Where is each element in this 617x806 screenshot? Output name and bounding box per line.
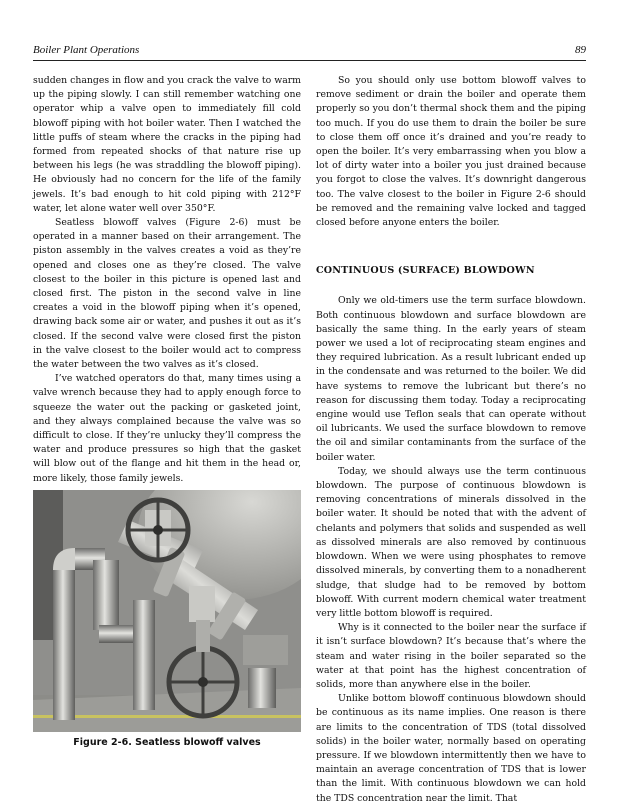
paragraph: Today, we should always use the term continuous blowdown. The purpose of continuous blowdown is removing concentrations of minerals dissolved in the boiler water. It should be noted that with the advent of chelants and polymers that solids and suspended as well as dissolved minerals are also removed by continuous blowdown. When we were using phosphates to remove dissolved minerals, by converting them to a nonadherent sludge, that sludge had to be removed by bottom blowoff. With current modern chemical water treatment very little bottom blowoff is required. [316,465,586,619]
paragraph: sudden changes in flow and you crack the valve to warm up the piping slowly. I can still remember watching one operator whip a valve open to immediately fill cold blowoff piping with hot boiler water. Then I watched the little puffs of steam where the cracks in the piping had formed from repeated shocks of that nature rise up between his legs (he was straddling the blowoff piping). He obviously had no concern for the life of the family jewels. It’s bad enough to hit cold piping with 212°F water, let alone water well over 350°F. [33,75,301,214]
paragraph: Seatless blowoff valves (Figure 2-6) must be operated in a manner based on their arrangement. The piston assembly in the valves creates a void as they’re opened and closes one as they’re closed. The valve closest to the boiler in this picture is opened last and closed first. The piston in the second valve in line creates a void in the blowoff piping when it’s opened, drawing back some air or water, and pushes it out as it’s closed. If the second valve were closed first the piston in the valve closest to the boiler would act to compress the water between the two valves as it’s closed. [33,217,301,371]
page-number: 89 [575,44,586,56]
paragraph: Only we old-timers use the term surface blowdown. Both continuous blowdown and surface blowdown are basically the same thing. In the early years of steam power we used a lot of reciprocating steam engines and they required lubrication. As a result lubricant ended up in the condensate and was returned to the boiler. We did have systems to remove the lubricant but there’s no reason for discussing them today. Today a reciprocating engine would use Teflon seals that can operate without oil lubricants. We used the surface blowdown to remove the oil and similar contaminants from the surface of the boiler water. [316,295,586,463]
paragraph: Unlike bottom blowoff continuous blowdown should be continuous as its name implies. One reason is there are limits to the concentration of TDS (total dissolved solids) in the boiler water, normally based on operating pressure. If we blowdown intermittently then we have to maintain an average concentration of TDS that is lower than the limit. With continuous blowdown we can hold the TDS concentration near the limit. That [316,693,586,804]
valves-photo-illustration [33,490,301,732]
paragraph: I’ve watched operators do that, many times using a valve wrench because they had to apply enough force to squeeze the water out the packing or gasketed joint, and they always complained because the valve was so difficult to close. If they’re unlucky they’ll compress the water and produce pressures so high that the gasket will blow out of the flange and hit them in the head or, more likely, those family jewels. [33,373,301,484]
figure-photo-seatless-blowoff-valves [33,490,301,732]
figure-caption: Figure 2-6. Seatless blowoff valves [73,737,261,748]
running-title: Boiler Plant Operations [33,44,140,56]
paragraph: So you should only use bottom blowoff valves to remove sediment or drain the boiler and operate them properly so you don’t thermal shock them and the piping too much. If you do use them to drain the boiler be sure to close them off once it’s drained and you’re ready to open the boiler. It’s very embarrassing when you blow a lot of dirty water into a boiler you just drained because you forgot to close the valves. It’s downright dangerous too. The valve closest to the boiler in Figure 2-6 should be removed and the remaining valve locked and tagged closed before anyone enters the boiler. [316,75,586,229]
right-column [316,74,586,806]
running-header [33,40,586,61]
paragraph: Why is it connected to the boiler near the surface if it isn’t surface blowdown? It’s because that’s where the steam and water rising in the boiler separated so the water at that point has the highest concentration of solids, more than anywhere else in the boiler. [316,622,586,690]
left-column [33,74,301,486]
section-heading: CONTINUOUS (SURFACE) BLOWDOWN [316,265,535,277]
